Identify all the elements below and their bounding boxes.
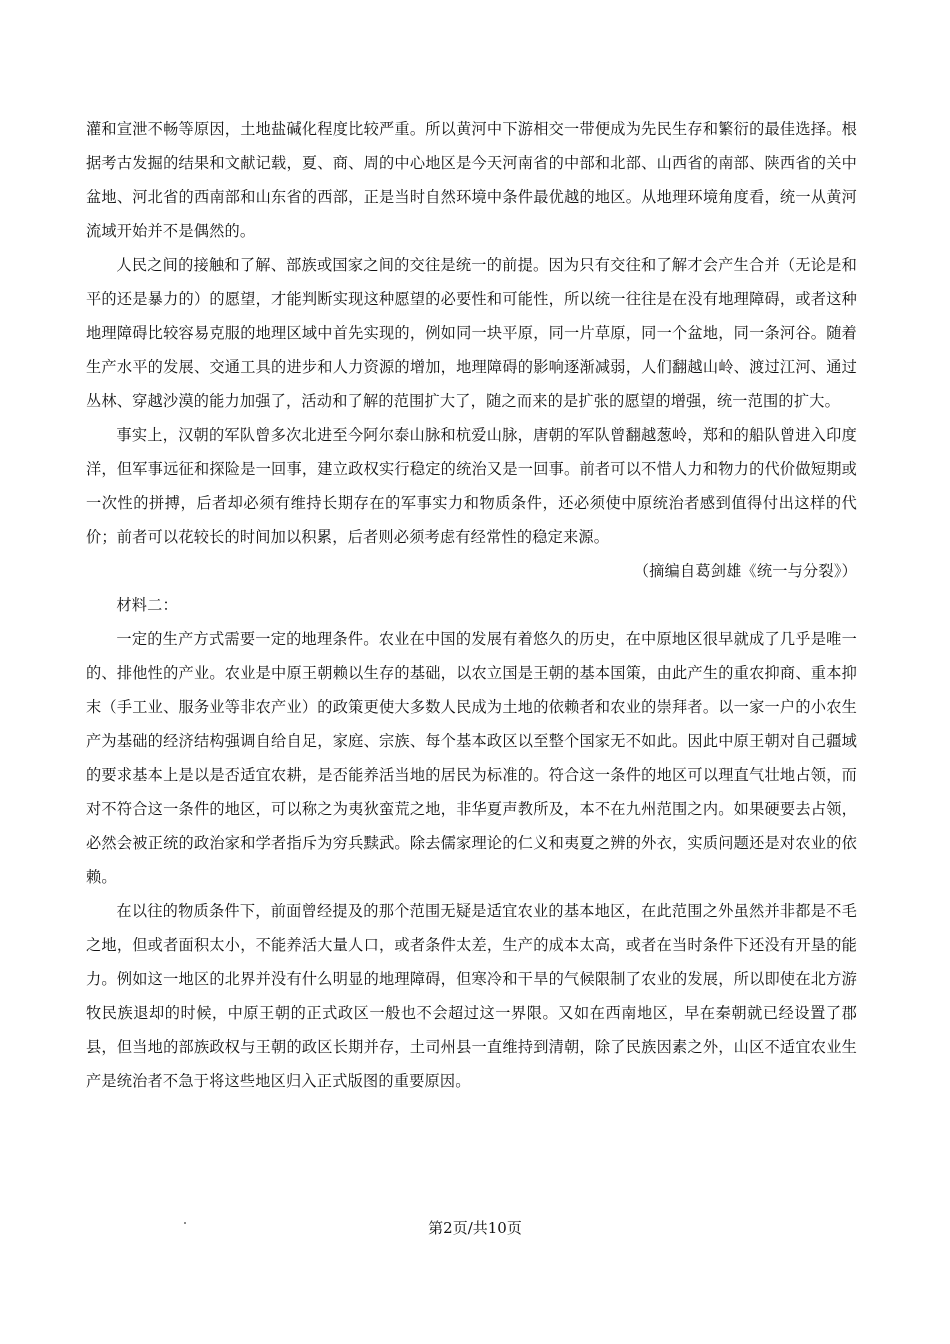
paragraph-exchange: 人民之间的接触和了解、部族或国家之间的交往是统一的前提。因为只有交往和了解才会产生合并（无论是和平的还是暴力的）的愿望，才能判断实现这种愿望的必要性和可能性，所以统一往往是在没有地理障碍，或者这种地理障碍比较容易克服的地理区域中首先实现的，例如同一块平原，同一片草原，同一个盆地，同一条河谷。随着生产水平的发展、交通工具的进步和人力资源的增加，地理障碍的影响逐渐减弱，人们翻越山岭、渡过江河、通过丛林、穿越沙漠的能力加强了，活动和了解的范围扩大了，随之而来的是扩张的愿望的增强，统一范围的扩大。	[86, 256, 857, 410]
page-footer: 第2页/共10页	[428, 1219, 522, 1237]
material-heading: 材料二：	[116, 596, 178, 614]
paragraph-agriculture: 一定的生产方式需要一定的地理条件。农业在中国的发展有着悠久的历史，在中原地区很早就成了几乎是唯一的、排他性的产业。农业是中原王朝赖以生存的基础，以农立国是王朝的基本国策，由此产生的重农抑商、重本抑末（手工业、服务业等非农产业）的政策更使大多数人民成为土地的依赖者和农业的崇拜者。以一家一户的小农生产为基础的经济结构强调自给自足，家庭、宗族、每个基本政区以至整个国家无不如此。因此中原王朝对自己疆域的要求基本上是以是否适宜农耕，是否能养活当地的居民为标准的。符合这一条件的地区可以理直气壮地占领，而对不符合这一条件的地区，可以称之为夷狄蛮荒之地，非华夏声教所及，本不在九州范围之内。如果硬要去占领，必然会被正统的政治家和学者指斥为穷兵黩武。除去儒家理论的仁义和夷夏之辨的外衣，实质问题还是对农业的依赖。	[86, 630, 857, 886]
source-citation: （摘编自葛剑雄《统一与分裂》）	[633, 562, 857, 580]
page-body	[86, 112, 857, 1098]
paragraph-continuation: 灌和宣泄不畅等原因，土地盐碱化程度比较严重。所以黄河中下游相交一带便成为先民生存和繁衍的最佳选择。根据考古发掘的结果和文献记载，夏、商、周的中心地区是今天河南省的中部和北部、山西省的南部、陕西省的关中盆地、河北省的西南部和山东省的西部，正是当时自然环境中条件最优越的地区。从地理环境角度看，统一从黄河流域开始并不是偶然的。	[86, 120, 857, 240]
paragraph-material-conditions: 在以往的物质条件下，前面曾经提及的那个范围无疑是适宜农业的基本地区，在此范围之外虽然并非都是不毛之地，但或者面积太小，不能养活大量人口，或者条件太差，生产的成本太高，或者在当时条件下还没有开垦的能力。例如这一地区的北界并没有什么明显的地理障碍，但寒冷和干旱的气候限制了农业的发展，所以即使在北方游牧民族退却的时候，中原王朝的正式政区一般也不会超过这一界限。又如在西南地区，早在秦朝就已经设置了郡县，但当地的部族政权与王朝的政区长期并存，土司州县一直维持到清朝，除了民族因素之外，山区不适宜农业生产是统治者不急于将这些地区归入正式版图的重要原因。	[86, 902, 857, 1090]
paragraph-military: 事实上，汉朝的军队曾多次北进至今阿尔泰山脉和杭爱山脉，唐朝的军队曾翻越葱岭，郑和的船队曾进入印度洋，但军事远征和探险是一回事，建立政权实行稳定的统治又是一回事。前者可以不惜人力和物力的代价做短期或一次性的拼搏，后者却必须有维持长期存在的军事实力和物质条件，还必须使中原统治者感到值得付出这样的代价；前者可以花较长的时间加以积累，后者则必须考虑有经常性的稳定来源。	[86, 426, 857, 546]
